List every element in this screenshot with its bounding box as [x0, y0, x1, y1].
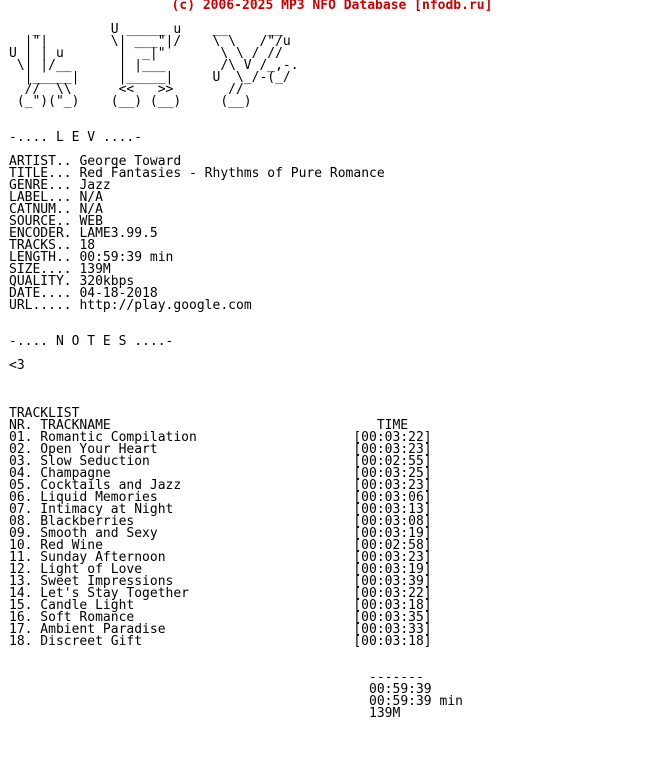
track-number: 15.	[9, 598, 33, 613]
section-title: -.... L E V ....-	[9, 130, 143, 145]
track-name: Discreet Gift	[40, 634, 143, 649]
track-number: 17.	[9, 622, 33, 637]
track-name: Blackberries	[40, 514, 135, 529]
track-number: 10.	[9, 538, 33, 553]
date-label: DATE....	[9, 286, 72, 301]
catnum-value: N/A	[79, 202, 103, 217]
tracks-label: TRACKS..	[9, 238, 72, 253]
quality-value: 320kbps	[79, 274, 135, 289]
length-label: LENGTH..	[9, 250, 72, 265]
ascii-art-row: |"| \| ___"|/ \ \ /"/u	[9, 34, 291, 49]
tracks-value: 18	[79, 238, 96, 253]
track-time: [00:03:19]	[353, 526, 432, 541]
track-name: Cocktails and Jazz	[40, 478, 182, 493]
label-value: N/A	[79, 190, 103, 205]
track-name: Ambient Paradise	[40, 622, 166, 637]
section-title-line	[9, 132, 463, 144]
blank-line	[9, 372, 463, 384]
size-value: 139M	[79, 262, 111, 277]
track-row	[9, 636, 463, 648]
blank-line	[9, 108, 463, 120]
track-name: Romantic Compilation	[40, 430, 197, 445]
notes-title-line	[9, 336, 463, 348]
track-time: [00:03:33]	[353, 622, 432, 637]
track-number: 09.	[9, 526, 33, 541]
nfo-document	[9, 12, 463, 720]
track-name: Intimacy at Night	[40, 502, 174, 517]
size-label: SIZE....	[9, 262, 72, 277]
track-name: Champagne	[40, 466, 111, 481]
ascii-art-row: U | | u | _|" \ \ / //	[9, 46, 283, 61]
label-label: LABEL...	[9, 190, 72, 205]
ascii-art-row: \| |/__ | |___ /\ V /_,-.	[9, 58, 299, 73]
blank-line	[9, 648, 463, 660]
nfodb-copyright-header: (c) 2006-2025 MP3 NFO Database [nfodb.ru]	[171, 0, 493, 13]
blank-line	[9, 312, 463, 324]
notes-text: <3	[9, 358, 25, 373]
track-time: [00:03:22]	[353, 430, 432, 445]
track-number: 03.	[9, 454, 33, 469]
track-time: [00:03:08]	[353, 514, 432, 529]
track-time: [00:02:58]	[353, 538, 432, 553]
track-number: 12.	[9, 562, 33, 577]
track-time: [00:03:35]	[353, 610, 432, 625]
track-name: Slow Seduction	[40, 454, 150, 469]
track-time: [00:03:39]	[353, 574, 432, 589]
tracklist-title: TRACKLIST	[9, 406, 80, 421]
track-time: [00:02:55]	[353, 454, 432, 469]
track-name: Sunday Afternoon	[40, 550, 166, 565]
track-number: 01.	[9, 430, 33, 445]
track-name: Smooth and Sexy	[40, 526, 158, 541]
track-time: [00:03:06]	[353, 490, 432, 505]
notes-text-line	[9, 360, 463, 372]
catnum-label: CATNUM..	[9, 202, 72, 217]
col-time-header: TIME	[376, 418, 409, 433]
quality-label: QUALITY.	[9, 274, 72, 289]
track-number: 05.	[9, 478, 33, 493]
totals-total-length-value: 00:59:39 min	[369, 694, 463, 709]
ascii-art-row: // \\ << >> //	[9, 82, 244, 97]
genre-value: Jazz	[79, 178, 111, 193]
url-value: http://play.google.com	[79, 298, 252, 313]
length-value: 00:59:39 min	[79, 250, 174, 265]
ascii-art-row: _ U _____ u __ __	[9, 22, 283, 37]
artist-label: ARTIST..	[9, 154, 72, 169]
track-name: Let's Stay Together	[40, 586, 190, 601]
ascii-art-row: (_")("_) (__) (__) (__)	[9, 94, 252, 109]
track-number: 11.	[9, 550, 33, 565]
track-time: [00:03:25]	[353, 466, 432, 481]
track-name: Red Wine	[40, 538, 103, 553]
track-name: Candle Light	[40, 598, 135, 613]
title-label: TITLE...	[9, 166, 72, 181]
url-label: URL.....	[9, 298, 72, 313]
track-time: [00:03:23]	[353, 442, 432, 457]
track-number: 08.	[9, 514, 33, 529]
track-number: 04.	[9, 466, 33, 481]
track-time: [00:03:22]	[353, 586, 432, 601]
track-time: [00:03:18]	[353, 634, 432, 649]
blank-line	[9, 348, 463, 360]
encoder-value: LAME3.99.5	[79, 226, 158, 241]
track-time: [00:03:13]	[353, 502, 432, 517]
track-time: [00:03:23]	[353, 478, 432, 493]
artist-value: George Toward	[79, 154, 182, 169]
track-name: Light of Love	[40, 562, 143, 577]
info-row-url	[9, 300, 463, 312]
track-number: 14.	[9, 586, 33, 601]
track-time: [00:03:23]	[353, 550, 432, 565]
track-name: Sweet Impressions	[40, 574, 174, 589]
notes-title: -.... N O T E S ....-	[9, 334, 174, 349]
encoder-label: ENCODER.	[9, 226, 72, 241]
source-value: WEB	[79, 214, 103, 229]
track-name: Soft Romance	[40, 610, 135, 625]
date-value: 04-18-2018	[79, 286, 158, 301]
track-name: Open Your Heart	[40, 442, 158, 457]
ascii-art-line	[9, 96, 463, 108]
totals-total-size-value: 139M	[369, 706, 401, 721]
track-number: 07.	[9, 502, 33, 517]
track-number: 16.	[9, 610, 33, 625]
track-number: 18.	[9, 634, 33, 649]
col-number-header: NR.	[9, 418, 33, 433]
track-number: 13.	[9, 574, 33, 589]
col-trackname-header: TRACKNAME	[40, 418, 111, 433]
totals-total-size	[9, 708, 463, 720]
genre-label: GENRE...	[9, 178, 72, 193]
ascii-art-row: |_____| |_____| U \_/-(_/	[9, 70, 291, 85]
title-value: Red Fantasies - Rhythms of Pure Romance	[79, 166, 385, 181]
track-time: [00:03:18]	[353, 598, 432, 613]
totals-separator-value: -------	[369, 670, 424, 685]
track-name: Liquid Memories	[40, 490, 158, 505]
totals-total-time-value: 00:59:39	[369, 682, 432, 697]
source-label: SOURCE..	[9, 214, 72, 229]
track-time: [00:03:19]	[353, 562, 432, 577]
track-number: 06.	[9, 490, 33, 505]
track-number: 02.	[9, 442, 33, 457]
blank-line	[9, 384, 463, 396]
